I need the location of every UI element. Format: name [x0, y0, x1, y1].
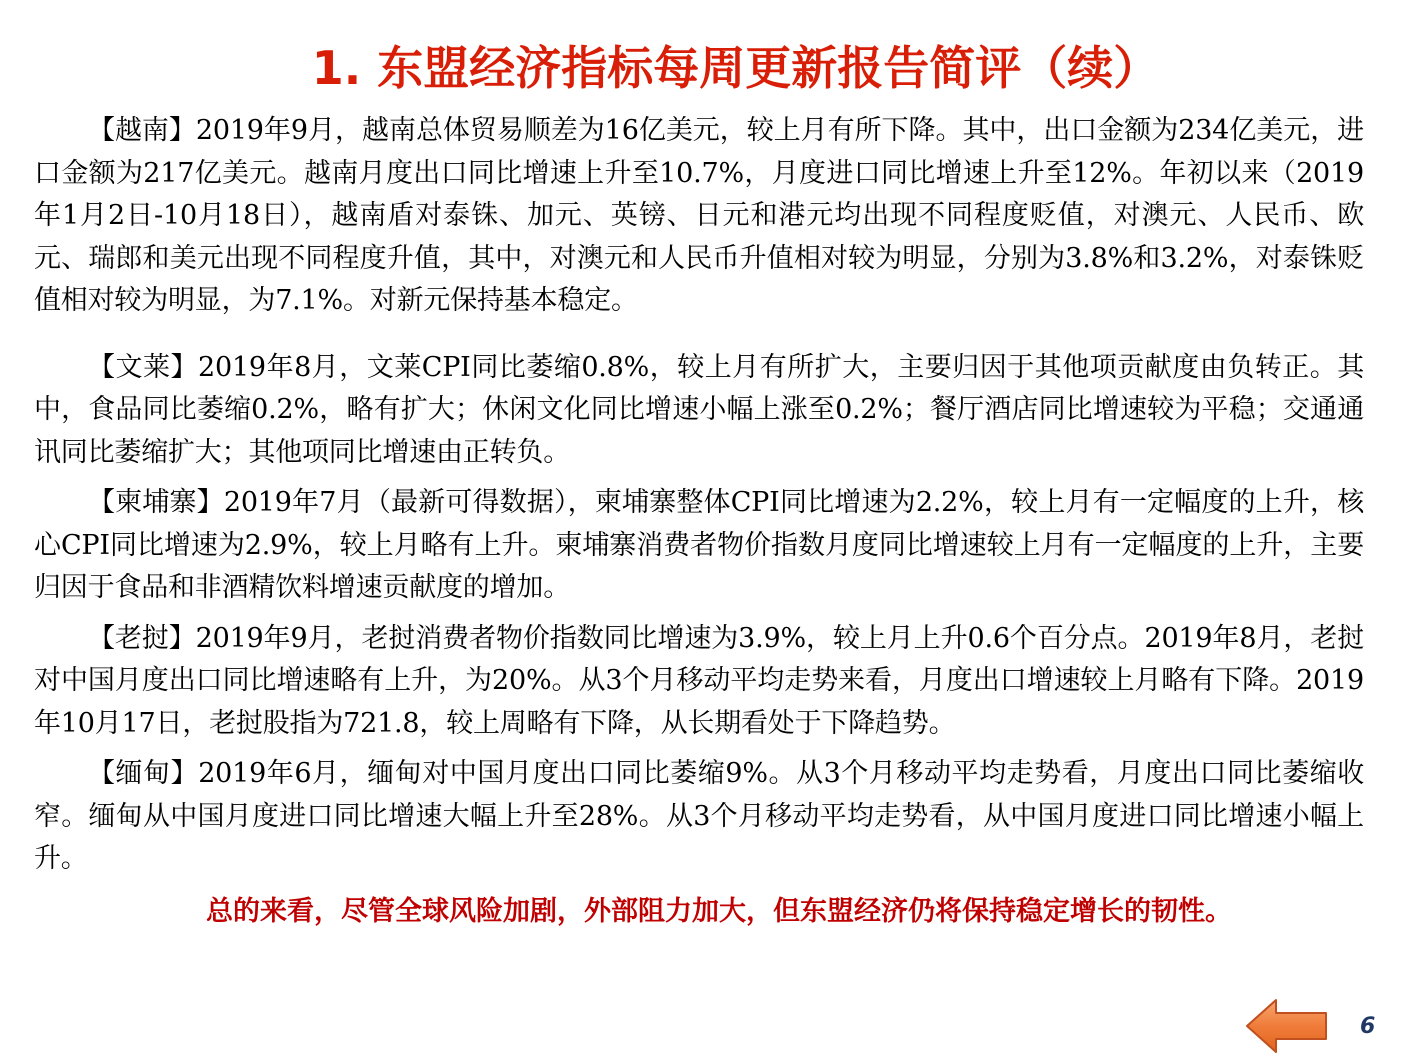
back-button[interactable] — [1244, 996, 1330, 1056]
paragraph-cambodia: 【柬埔寨】2019年7月（最新可得数据），柬埔寨整体CPI同比增速为2.2%，较上月有一定幅度的上升，核心CPI同比增速为2.9%，较上月略有上升。柬埔寨消费者物价指数月度同比增速较上月有一定幅度的上升，主要归因于食品和非酒精饮料增速贡献度的增加。 — [34, 487, 1364, 603]
paragraph-laos: 【老挝】2019年9月，老挝消费者物价指数同比增速为3.9%，较上月上升0.6个百分点。2019年8月，老挝对中国月度出口同比增速略有上升，为20%。从3个月移动平均走势来看，月度出口增速较上月略有下降。2019年10月17日，老挝股指为721.8，较上周略有下降，从长期看处于下降趋势。 — [34, 622, 1364, 739]
paragraph-myanmar: 【缅甸】2019年6月，缅甸对中国月度出口同比萎缩9%。从3个月移动平均走势看，月度出口同比萎缩收窄。缅甸从中国月度进口同比增速大幅上升至28%。从3个月移动平均走势看，从中国月度进口同比增速小幅上升。 — [34, 758, 1364, 874]
paragraph-brunei: 【文莱】2019年8月，文莱CPI同比萎缩0.8%，较上月有所扩大，主要归因于其他项贡献度由负转正。其中，食品同比萎缩0.2%，略有扩大；休闲文化同比增速小幅上涨至0.2%；餐厅酒店同比增速较为平稳；交通通讯同比萎缩扩大；其他项同比增速由正转负。 — [34, 351, 1364, 468]
summary-conclusion: 总的来看，尽管全球风险加剧，外部阻力加大，但东盟经济仍将保持稳定增长的韧性。 — [206, 895, 1232, 927]
page-number: 6 — [1360, 1014, 1376, 1039]
paragraph-vietnam: 【越南】2019年9月，越南总体贸易顺差为16亿美元，较上月有所下降。其中，出口金额为234亿美元，进口金额为217亿美元。越南月度出口同比增速上升至10.7%，月度进口同比增速上升至12%。年初以来（2019年1月2日-10月18日），越南盾对泰铢、加元、英镑、日元和港元均出现不同程度贬值，对澳元、人民币、欧元、瑞郎和美元出现不同程度升值，其中，对澳元和人民币升值相对较为明显，分别为3.8%和3.2%，对泰铢贬值相对较为明显，为7.1%。对新元保持基本稳定。 — [34, 115, 1364, 316]
slide-title: 1. 东盟经济指标每周更新报告简评（续） — [311, 41, 1160, 95]
left-arrow-icon — [1244, 996, 1330, 1056]
content-body — [34, 110, 1364, 933]
